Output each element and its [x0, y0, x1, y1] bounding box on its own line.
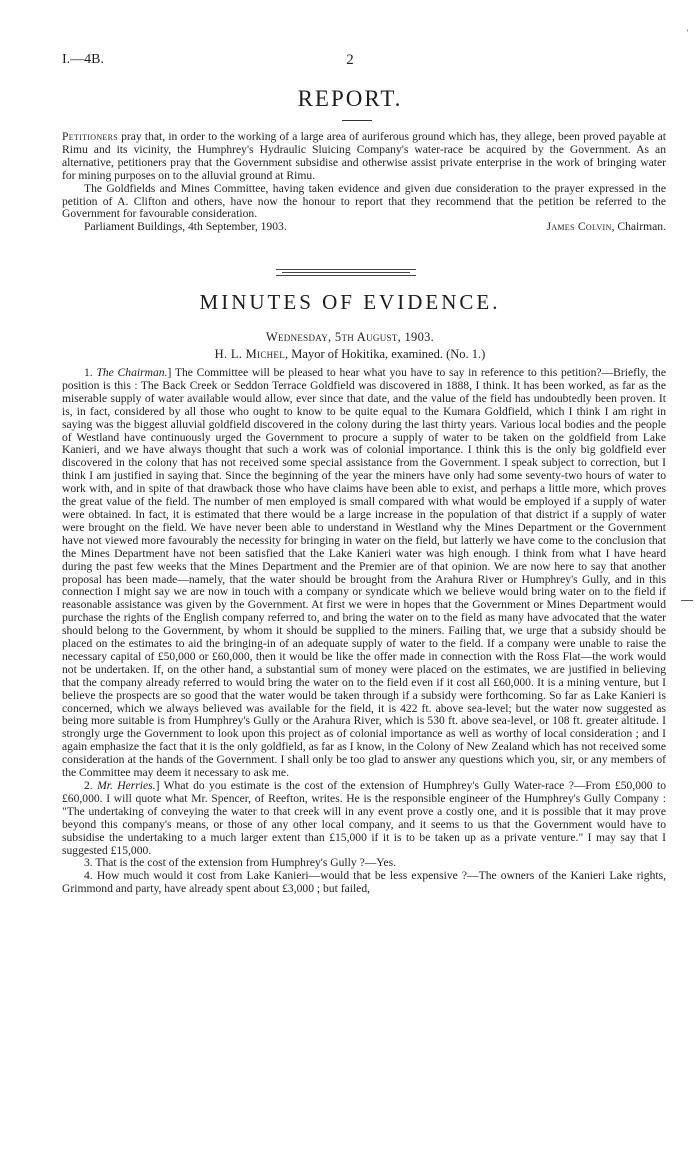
- signature-place-date: Parliament Buildings, 4th September, 1903.: [84, 220, 287, 234]
- report-paragraph-2: The Goldfields and Mines Committee, having taken evidence and given due consideration to the prayer expressed in the petition of A. Clifton and others, have now the honour to report that they recommend that the petition be referred to the Government for favourable consideration.: [62, 181, 666, 221]
- minutes-body: [62, 367, 666, 896]
- signature-block: [546, 221, 666, 234]
- question-1: [62, 367, 666, 780]
- report-signature-line: [62, 221, 666, 234]
- document-reference: I.—4B.: [62, 52, 104, 67]
- question-1-text: ] The Committee will be pleased to hear what you have to say in reference to this petition?—Briefly, the position is this : The Back Creek or Seddon Terrace Goldfield was discovered in 1888, I think. It has been worked, as far as the miserable supply of water available would allow, ever since that date, and the value of the field has undoubtedly been proven. It is, in fact, considered by all those who ought to know to be quite equal to the Kumara Goldfield, which I think I am right in saying was the biggest alluvial goldfield discovered in the colony during the last thirty years. Various local bodies and the people of Westland have continuously urged the Government to procure a supply of water to be taken on the goldfield from Lake Kanieri, and we have always thought that such a work was of colonial importance. I think this is the only big goldfield ever discovered in the colony that has not received some special assistance from the Government. I speak subject to correction, but I think I am justified in saying that. Since the beginning of the year the miners have only had some seventy-two hours of water to work with, and in spite of that drawback those who have claims have been able to exist, and perhaps a little more, which proves the great value of the field. The number of men employed is small compared with what would be employed if a supply of water were obtained. In fact, it is estimated that there would be a large increase in the population of that district if a supply of water were brought on the field. We have never been able to understand in Westland why the Mines Department or the Government have not viewed more favourably the necessity for bringing in water on the field, but latterly we have come to the conclusion that the Mines Department have not been satisfied that the Lake Kanieri water was high enough. I think from what I have heard during the past few weeks that the Mines Department and the Premier are of that opinion. We are now here to say that another proposal has been made—namely, that the water should be brought from the Arahura River or Humphrey's Gully, and in this connection I might say we are now in touch with a company or syndicate which we believe would bring water on to the field if reasonable assistance was given by the Government. At first we were in hopes that the Government or Mines Department would purchase the rights of the English company referred to, and bring the water on to the field as many have advocated that the water should belong to the Government, by whom it should be supplied to the miners. Failing that, we urge that a subsidy should be placed on the estimates to aid the bringing-in of an adequate supply of water to the field. If a company were unable to raise the necessary capital of £50,000 or £60,000, then it would be like the offer made in connection with the Ross Flat—the work would not be undertaken. If, on the other hand, a substantial sum of money were placed on the estimates, we are justified in believing that the company already referred to would bring the water on to the field even if it cost all £60,000. It is a mining venture, but I believe the prospects are so good that the water would be taken through if a subsidy were forthcoming. So far as Lake Kanieri is concerned, which we always believed was available for the field, it is 422 ft. above sea-level; but the water now suggested as being more suitable is from Humphrey's Gully or the Arahura River, which is 530 ft. above sea-level, or 108 ft. greater altitude. I strongly urge the Government to look upon this project as of colonial importance as well as worthy of local consideration ; and I again emphasize the fact that it is the only goldfield, as far as I know, in the Colony of New Zealand which has not received some consideration at the hands of the Government. I shall only be too glad to answer any questions which you, sir, or any members of the Committee may deem it necessary to ask me.: [62, 366, 667, 780]
- margin-mark: [681, 600, 693, 601]
- witness-line: [0, 347, 700, 362]
- question-1-speaker: The Chairman.: [96, 366, 168, 379]
- witness-name: H. L. Michel: [214, 347, 286, 361]
- question-2: [62, 780, 666, 857]
- title-rule: [342, 120, 372, 121]
- corner-mark: ‛: [686, 28, 689, 38]
- page-number: 2: [346, 52, 354, 68]
- petitioners-lead: Petitioners: [62, 130, 118, 143]
- report-paragraph-1: [62, 131, 666, 183]
- witness-description: , Mayor of Hokitika, examined. (No. 1.): [285, 347, 486, 361]
- question-3: 3. That is the cost of the extension from Humphrey's Gully ?—Yes.: [84, 856, 397, 870]
- report-paragraph-1-text: pray that, in order to the working of a large area of auriferous ground which has, they allege, been proved payable at Rimu and its vicinity, the Humphrey's Hydraulic Sluicing Company's water-race be acquired by the Government. As an alternative, petitioners pray that the Government subsidise and otherwise assist private enterprise in the work of bringing water for mining purposes on to the alluvial ground at Rimu.: [62, 130, 666, 182]
- question-2-text: ] What do you estimate is the cost of the extension of Humphrey's Gully Water-race ?—From £50,000 to £60,000. I will quote what Mr. Spencer, of Reefton, writes. He is the responsible engineer of the Humphrey's Gully Company : "The undertaking of conveying the water to that creek will in any event prove a costly one, and it is possible that it may prove beyond this company's means, or those of any other local company, and it seems to us that the Government would have to subsidise the undertaking to a much larger extent than £15,000 if it is to be taken up as a private venture." I may say that I suggested £15,000.: [62, 779, 666, 857]
- signature-role: , Chairman.: [611, 220, 666, 234]
- evidence-date: Wednesday, 5th August, 1903.: [265, 330, 435, 344]
- question-4: 4. How much would it cost from Lake Kanieri—would that be less expensive ?—The owners of the Kanieri Lake rights, Grimmond and party, have already spent about £3,000 ; but failed,: [62, 869, 666, 896]
- minutes-title: MINUTES OF EVIDENCE.: [199, 290, 501, 314]
- signature-name: James Colvin: [546, 220, 612, 234]
- report-title: REPORT.: [297, 86, 403, 111]
- question-2-speaker: Mr. Herries.: [97, 779, 156, 792]
- section-divider: [276, 269, 416, 277]
- question-2-number: 2.: [84, 779, 98, 792]
- report-body: [62, 131, 666, 234]
- question-1-number: 1.: [84, 366, 97, 379]
